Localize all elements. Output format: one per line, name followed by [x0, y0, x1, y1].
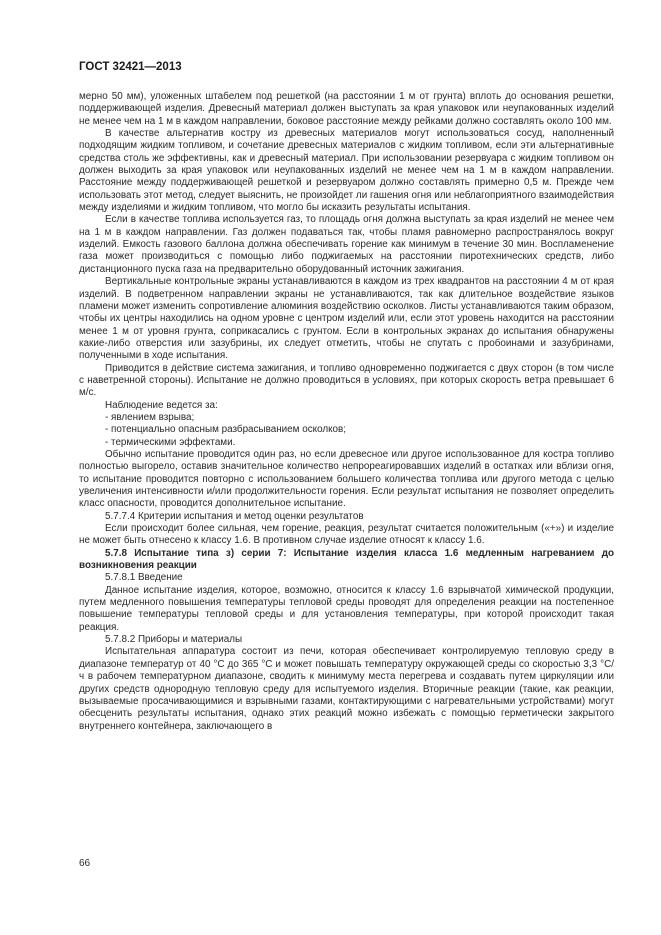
paragraph: Наблюдение ведется за:	[105, 399, 218, 411]
list-item: - термическими эффектами.	[105, 436, 236, 448]
section-heading: 5.7.7.4 Критерии испытания и метод оценки результатов	[105, 510, 364, 522]
paragraph: мерно 50 мм), уложенных штабелем под решеткой (на расстоянии 1 м от грунта) вплоть до основания решетки, поддерживающей изделия. Древесный материал должен выступать за края упаковок или неупакованных изделий не менее чем на 1 м в каждом направлении, боковое расстояние между рейками должно составлять около 100 мм.	[79, 91, 614, 127]
section-heading-bold: 5.7.8 Испытание типа з) серии 7: Испытание изделия класса 1.6 медленным нагреванием до возникновения реакции	[79, 547, 614, 572]
paragraph: В качестве альтернатив костру из древесных материалов могут использоваться сосуд, наполненный подходящим жидким топливом, и сочетание древесных материалов с жидким топливом, если эти альтернативные средства столь же эффективны, как и древесный материал. При использовании резервуара с жидким топливом он должен выходить за края упаковок или неупакованных изделий не менее чем на 1 м в каждом направлении. Расстояние между поддерживающей решеткой и резервуаром должно составлять примерно 0,5 м. Прежде чем использовать этот метод, следует выяснить, не произойдет ли гашения огня или неблагоприятного взаимодействия между изделиями и жидким топливом, что могло бы исказить результаты испытания.	[79, 128, 614, 214]
list-item: - явлением взрыва;	[105, 411, 195, 423]
section-heading: 5.7.8.1 Введение	[105, 572, 183, 584]
paragraph: Испытательная аппаратура состоит из печи, которая обеспечивает контролируемую тепловую среду в диапазоне температур от 40 °С до 365 °С и может повышать температуру окружающей среды со скоростью 3,3 °С/ч в рабочем температурном диапазоне, сводить к минимуму места перегрева и создавать путем циркуляции или других средств однородную тепловую среду для испытуемого изделия. Вторичные реакции (такие, как реакции, вызываемые просачивающимися и взрывными газами, контактирующими с нагревательными устройствами) могут обесценить результаты испытания, однако этих реакций можно избежать с помощью герметически закрытого внутреннего контейнера, заключающего в	[79, 646, 614, 732]
paragraph: Вертикальные контрольные экраны устанавливаются в каждом из трех квадрантов на расстоянии 4 м от края изделий. В подветренном направлении экраны не устанавливаются, так как длительное воздействие языков пламени может изменить сопротивление алюминия воздействию осколков. Листы устанавливаются таким образом, чтобы их центры находились на одном уровне с центром изделий или, если этот уровень находится на расстоянии менее 1 м от уровня грунта, соприкасались с грунтом. Если в контрольных экранах до испытания обнаружены какие-либо отверстия или зазубрины, их следует отметить, чтобы не спутать с пробоинами и зазубринами, полученными в ходе испытания.	[79, 276, 614, 362]
paragraph: Если происходит более сильная, чем горение, реакция, результат считается положительным («+») и изделие не может быть отнесено к классу 1.6. В противном случае изделие относят к классу 1.6.	[79, 523, 614, 547]
document-body	[79, 91, 614, 733]
paragraph: Обычно испытание проводится один раз, но если древесное или другое использованное для костра топливо полностью выгорело, оставив значительное количество непрореагировавших изделий в остатках или вблизи огня, то испытание проводится повторно с использованием большего количества топлива или другого метода с целью увеличения интенсивности и/или продолжительности горения. Если результат испытания не позволяет определить класс опасности, проводится дополнительное испытание.	[79, 448, 614, 510]
paragraph: Приводится в действие система зажигания, и топливо одновременно поджигается с двух сторон (в том числе с наветренной стороны). Испытание не должно проводиться в условиях, при которых скорость ветра превышает 6 м/с.	[79, 362, 614, 399]
section-heading: 5.7.8.2 Приборы и материалы	[105, 634, 243, 646]
document-header: ГОСТ 32421—2013	[79, 61, 182, 73]
list-item: - потенциально опасным разбрасыванием осколков;	[105, 424, 347, 436]
paragraph: Данное испытание изделия, которое, возможно, относится к классу 1.6 взрывчатой химической продукции, путем медленного повышения температуры тепловой среды проводят для определения реакции на постепенное повышение температуры тепловой среды и для установления температуры, при которой происходит такая реакция.	[79, 584, 614, 633]
paragraph: Если в качестве топлива используется газ, то площадь огня должна выступать за края изделий не менее чем на 1 м в каждом направлении. Газ должен подаваться так, чтобы пламя равномерно распространялось вокруг изделий. Емкость газового баллона должна обеспечивать горение как минимум в течение 30 мин. Воспламенение газа может производиться с помощью либо поджигаемых на расстоянии пиротехнических средств, либо дистанционного пуска газа на предварительно оборудованный источник зажигания.	[79, 214, 614, 275]
page-number: 66	[79, 858, 91, 869]
